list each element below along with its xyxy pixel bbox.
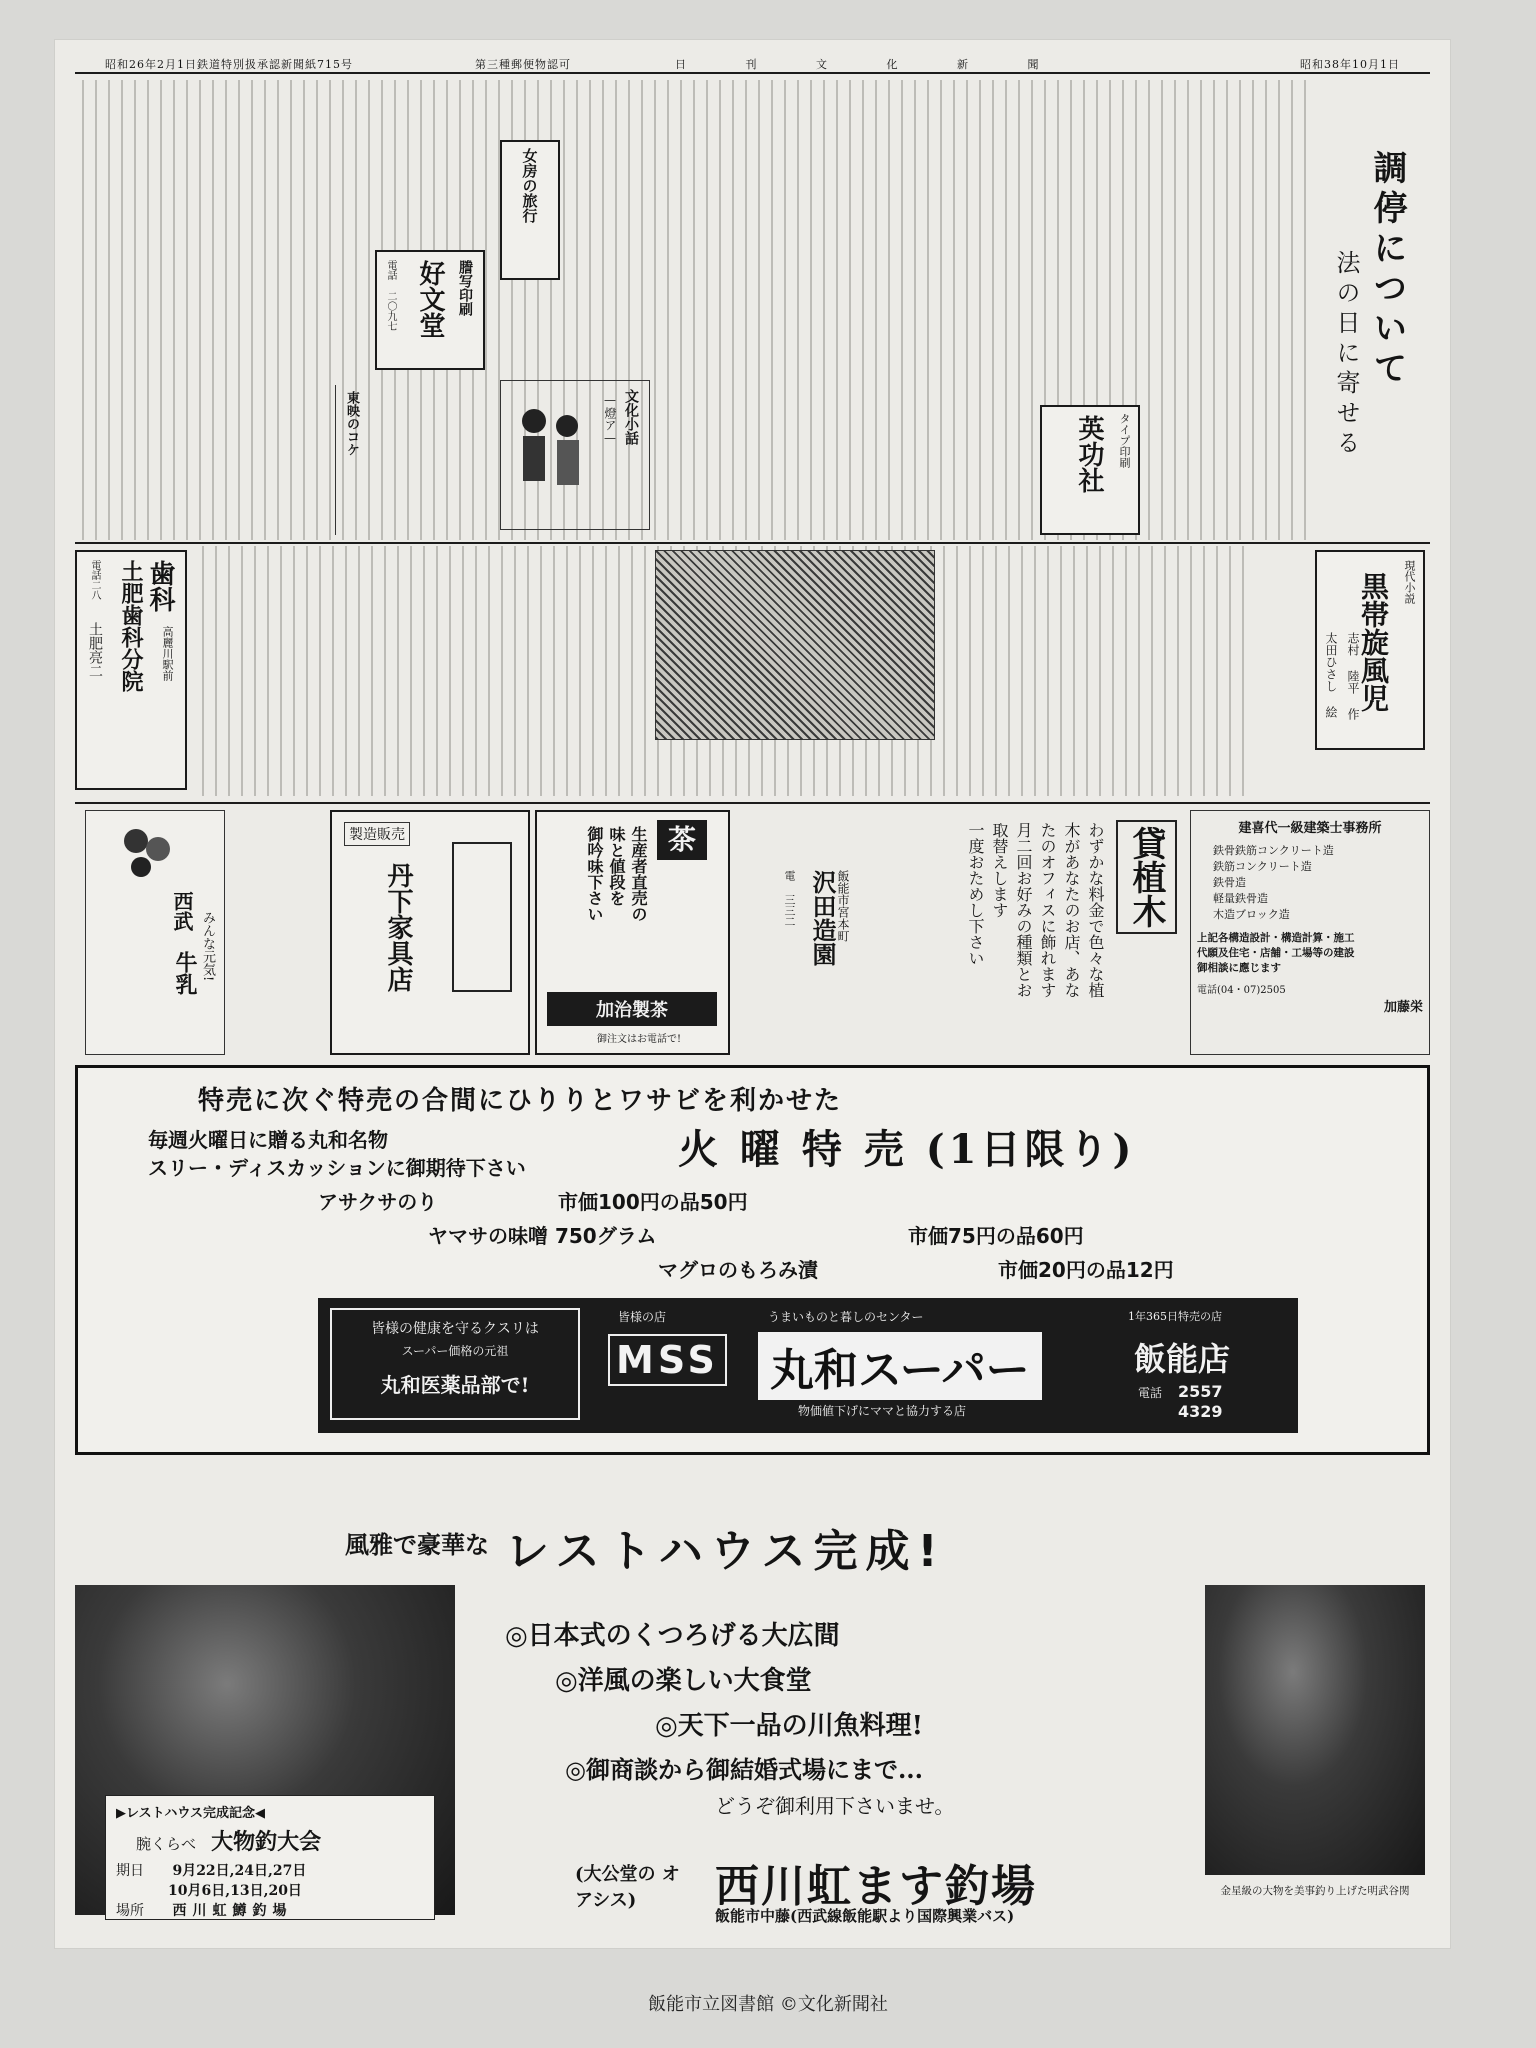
pharma-line-3: 丸和医薬品部で! (380, 1373, 530, 1397)
sawada-ad (775, 810, 875, 1055)
resthouse-intro: 風雅で豪華な (345, 1530, 489, 1559)
column-label: 女房の旅行 (520, 148, 539, 223)
tea-name: 加治製茶 (547, 992, 717, 1026)
store-name: 丸和スーパー (758, 1332, 1042, 1400)
dentist-tel: 電話二八 (89, 560, 100, 600)
event-place-label: 場所 (116, 1903, 144, 1919)
resthouse-name: 西川虹ます釣場 (715, 1861, 1037, 1912)
resthouse-bullet-2: ◎洋風の楽しい大食堂 (555, 1666, 812, 1696)
marwa-item-1-price: 市価100円の品50円 (558, 1190, 748, 1214)
column-label-box (500, 140, 560, 280)
masthead (75, 54, 1430, 74)
kato-tel: 電話(04・07)2505 (1197, 985, 1286, 996)
marwa-tel-1: 2557 (1178, 1382, 1223, 1401)
seibu-illustration (116, 821, 176, 881)
marwa-ad (75, 1065, 1430, 1455)
store-tag: 皆様の店 (618, 1310, 667, 1324)
resthouse-closing: どうぞ御利用下さいませ。 (715, 1794, 955, 1818)
store-slogan: 物価値下げにママと協力する店 (798, 1404, 967, 1418)
marwa-big: 火 曜 特 売 (1日限り) (678, 1126, 1136, 1173)
kato-item-5: 木造ブロック造 (1213, 908, 1290, 921)
culture-sub: —燈ア— (603, 393, 617, 445)
tange-name: 丹下家具店 (383, 862, 413, 992)
dentist-doctor: 土肥亮二 (87, 622, 103, 678)
store-sub: うまいものと暮しのセンター (768, 1310, 924, 1324)
resthouse-oasis: (大公堂の オアシス) (575, 1864, 680, 1911)
sawada-name: 沢田造園 (808, 870, 837, 966)
marwa-item-2-price: 市価75円の品60円 (908, 1224, 1084, 1248)
mss-logo: MSS (608, 1334, 727, 1386)
event-date-label: 期日 (116, 1863, 144, 1879)
marwa-banner (318, 1298, 1298, 1433)
toei-label: 東映のコケ (344, 391, 359, 456)
event-place: 西川虹鱒釣場 (172, 1903, 293, 1919)
marwa-item-3-price: 市価20円の品12円 (998, 1258, 1174, 1282)
masthead-postal: 第三種郵便物認可 (475, 58, 571, 71)
ads-row (75, 810, 1430, 1060)
tea-icon: 茶 (657, 820, 707, 860)
tange-tag: 製造販売 (344, 822, 410, 846)
seibu-slogan: みんな元気! (200, 911, 215, 982)
event-place-row (116, 1900, 424, 1920)
kato-item-1: 鉄骨鉄筋コンクリート造 (1213, 844, 1334, 857)
marwa-item-2-name: ヤマサの味噌 750グラム (428, 1224, 657, 1248)
culture-label: 文化小話 (623, 389, 639, 445)
pharma-line-1: 皆様の健康を守るクスリは (371, 1321, 539, 1337)
kato-item-2: 鉄筋コンクリート造 (1213, 860, 1312, 873)
event-dates-2: 10月6日,13日,20日 (168, 1883, 302, 1899)
plants-line-5: 取替えします (990, 822, 1009, 918)
event-dates-1: 9月22日,24日,27日 (172, 1863, 307, 1879)
children-illustration (509, 396, 589, 516)
eikosha-ad (1040, 405, 1140, 535)
plants-line-1: わずかな料金で色々な植 (1086, 822, 1105, 998)
dentist-loc: 高麗川駅前 (161, 626, 174, 681)
masthead-date-left: 昭和26年2月1日鉄道特別扱承認新聞紙715号 (105, 58, 353, 71)
seibu-ad (85, 810, 225, 1055)
resthouse-bullet-3: ◎天下一品の川魚料理! (655, 1711, 924, 1741)
serial-box (1315, 550, 1425, 750)
serial-label: 現代小説 (1403, 560, 1416, 604)
marwa-tel-2: 4329 (1178, 1402, 1223, 1421)
culture-box (500, 380, 650, 530)
event-dates-row (116, 1860, 424, 1880)
serial-author: 志村 陸平 作 (1346, 632, 1360, 720)
toei-box (335, 385, 375, 535)
tea-ad (535, 810, 730, 1055)
dentist-kind: 歯科 (145, 560, 175, 612)
newspaper-page (55, 40, 1450, 1948)
event-title-small: 腕くらべ (136, 1835, 197, 1853)
kato-item-4: 軽量鉄骨造 (1213, 892, 1268, 905)
tea-line-2: 味と値段を (607, 826, 626, 906)
section-rule-2 (75, 802, 1430, 804)
serial-illustrator: 太田ひさし 絵 (1324, 632, 1338, 718)
dentist-name: 土肥歯科分院 (118, 560, 144, 692)
marwa-item-1-name: アサクサのり (318, 1190, 438, 1214)
footer-credit: 飯能市立図書館 ©文化新聞社 (648, 1994, 888, 2015)
marwa-left-2: スリー・ディスカッションに御期待下さい (148, 1156, 526, 1180)
sawada-tel: 電 三三二 (783, 870, 796, 927)
tea-line-1: 生産者直売の (629, 826, 648, 922)
marwa-tel-label: 電話 (1138, 1386, 1163, 1400)
feature-title: 調停について (1367, 150, 1407, 390)
resthouse-bullet-1: ◎日本式のくつろげる大広間 (505, 1621, 840, 1651)
resthouse-bullet-4: ◎御商談から御結婚式場にまで... (565, 1755, 924, 1784)
tange-ad (330, 810, 530, 1055)
branch-name: 飯能店 (1134, 1340, 1231, 1378)
tea-note: 御注文はお電話で! (597, 1034, 682, 1045)
resthouse-ad (75, 1465, 1430, 1925)
plants-line-4: 月二回お好みの種類とお (1014, 822, 1033, 998)
plants-title: 貸植木 (1116, 820, 1177, 934)
resthouse-title: レストハウス完成! (505, 1526, 946, 1577)
middle-section (75, 546, 1430, 796)
kato-types: 代願及住宅・店舗・工場等の建設 (1197, 947, 1355, 959)
plants-ad (885, 810, 1185, 1055)
kato-item-3: 鉄骨造 (1213, 876, 1246, 889)
masthead-date-right: 昭和38年10月1日 (1300, 58, 1400, 71)
eikosha-tag: タイプ印刷 (1118, 413, 1131, 468)
seibu-brand: 西武 (170, 891, 194, 931)
kato-ad (1190, 810, 1430, 1055)
plants-line-3: たのオフィスに飾れます (1038, 822, 1057, 998)
kobundo-tag: 謄写印刷 (457, 260, 473, 316)
event-box (105, 1795, 435, 1920)
event-title: 大物釣大会 (211, 1829, 322, 1855)
angler-photo (1205, 1585, 1425, 1875)
marwa-left-1: 毎週火曜日に贈る丸和名物 (148, 1128, 388, 1152)
editorial-area (75, 80, 1430, 540)
marwa-headline: 特売に次ぐ特売の合間にひりりとワサビを利かせた (198, 1086, 843, 1116)
kato-title: 建喜代一級建築士事務所 (1238, 821, 1382, 836)
branch-tag: 1年365日特売の店 (1128, 1310, 1222, 1323)
serial-illustration (655, 550, 935, 740)
cabinet-illustration (452, 842, 512, 992)
plants-line-2: 木があなたのお店、あな (1062, 822, 1081, 998)
tea-line-3: 御吟味下さい (585, 826, 604, 922)
serial-title: 黒帯旋風児 (1357, 572, 1390, 712)
kato-services: 上記各構造設計・構造計算・施工 (1197, 932, 1355, 944)
pharma-box (330, 1308, 580, 1420)
pharma-line-2: スーパー価格の元祖 (401, 1344, 509, 1358)
resthouse-addr: 飯能市中藤(西武線飯能駅より国際興業バス) (715, 1907, 1015, 1925)
kato-name: 加藤栄 (1383, 1000, 1423, 1015)
seibu-product: 牛乳 (172, 951, 198, 995)
angler-caption: 金星級の大物を美事釣り上げた明武谷関 (1220, 1885, 1410, 1897)
kobundo-tel: 電話 二〇九七 (385, 260, 396, 331)
event-head: ▶レストハウス完成記念◀ (116, 1806, 265, 1821)
masthead-paper-name: 日 刊 文 化 新 聞 (675, 58, 1067, 71)
eikosha-name: 英功社 (1074, 415, 1104, 493)
kobundo-ad (375, 250, 485, 370)
sawada-addr: 飯能市宮本町 (836, 870, 850, 942)
plants-line-6: 一度おためし下さい (966, 822, 985, 966)
section-rule-1 (75, 542, 1430, 544)
dentist-ad (75, 550, 187, 790)
event-title-row (116, 1825, 424, 1856)
marwa-item-3-name: マグロのもろみ漬 (658, 1258, 818, 1282)
kobundo-name: 好文堂 (415, 260, 445, 338)
feature-subtitle: 法の日に寄せる (1332, 250, 1360, 460)
kato-consult: 御相談に應じます (1197, 962, 1281, 974)
